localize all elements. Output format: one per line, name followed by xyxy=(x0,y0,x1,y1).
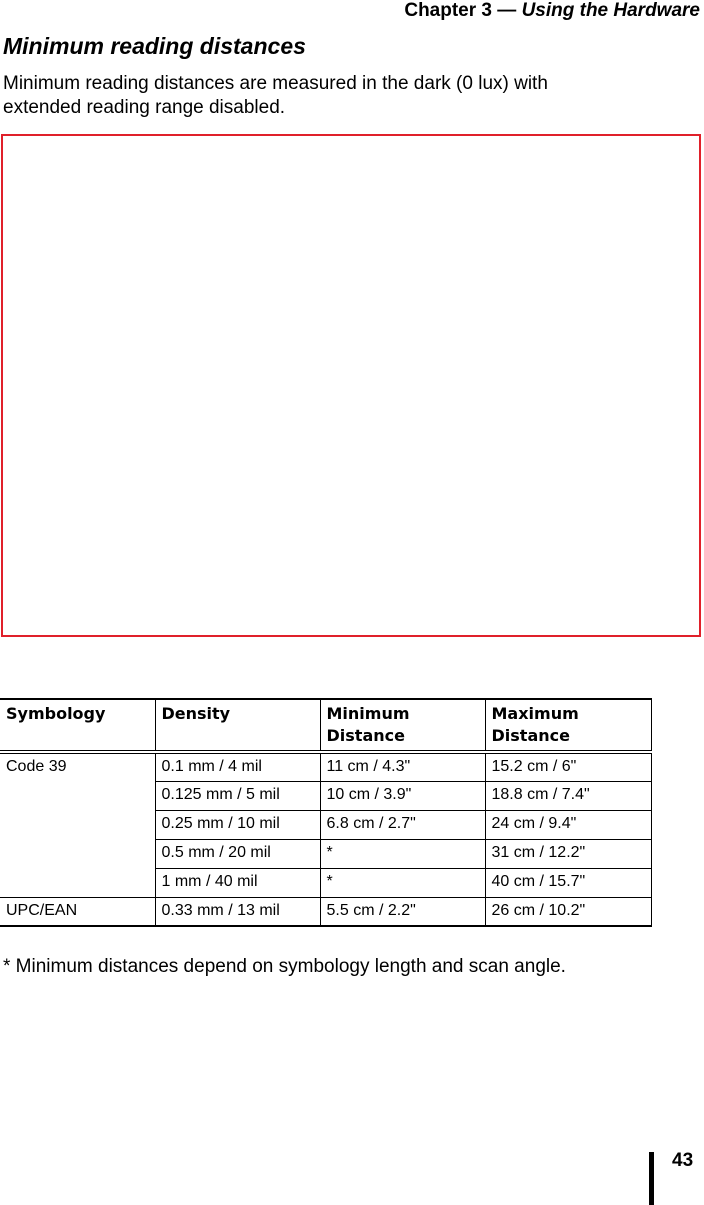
max-distance-cell: 26 cm / 10.2" xyxy=(485,897,651,926)
symbology-cell: Code 39 xyxy=(0,752,155,897)
min-distance-cell: 11 cm / 4.3" xyxy=(320,752,485,781)
reading-distance-table xyxy=(0,698,652,927)
density-cell: 0.5 mm / 20 mil xyxy=(155,839,320,868)
page-number: 43 xyxy=(672,1150,694,1171)
density-cell: 0.33 mm / 13 mil xyxy=(155,897,320,926)
chapter-title: Using the Hardware xyxy=(521,0,700,21)
page-marker-bar xyxy=(649,1152,654,1205)
col-header-symbology: Symbology xyxy=(0,699,155,752)
density-cell: 0.1 mm / 4 mil xyxy=(155,752,320,781)
col-header-density: Density xyxy=(155,699,320,752)
min-distance-cell: 5.5 cm / 2.2" xyxy=(320,897,485,926)
table-row xyxy=(0,752,651,781)
table-row xyxy=(0,897,651,926)
table-header-row xyxy=(0,699,651,752)
col-header-minimum-distance: Minimum Distance xyxy=(320,699,485,752)
max-distance-cell: 15.2 cm / 6" xyxy=(485,752,651,781)
density-cell: 0.25 mm / 10 mil xyxy=(155,810,320,839)
min-distance-cell: 6.8 cm / 2.7" xyxy=(320,810,485,839)
max-distance-cell: 40 cm / 15.7" xyxy=(485,868,651,897)
max-distance-cell: 18.8 cm / 7.4" xyxy=(485,781,651,810)
min-distance-cell: * xyxy=(320,868,485,897)
chapter-label: Chapter 3 — xyxy=(404,0,517,21)
max-distance-cell: 24 cm / 9.4" xyxy=(485,810,651,839)
density-cell: 0.125 mm / 5 mil xyxy=(155,781,320,810)
density-cell: 1 mm / 40 mil xyxy=(155,868,320,897)
section-title: Minimum reading distances xyxy=(3,33,306,59)
footnote: * Minimum distances depend on symbology length and scan angle. xyxy=(3,956,566,977)
running-header xyxy=(404,0,700,22)
max-distance-cell: 31 cm / 12.2" xyxy=(485,839,651,868)
col-header-maximum-distance: Maximum Distance xyxy=(485,699,651,752)
intro-paragraph: Minimum reading distances are measured in the dark (0 lux) with extended reading range disabled. xyxy=(3,73,548,118)
figure-placeholder xyxy=(1,134,701,637)
symbology-cell: UPC/EAN xyxy=(0,897,155,926)
min-distance-cell: 10 cm / 3.9" xyxy=(320,781,485,810)
min-distance-cell: * xyxy=(320,839,485,868)
